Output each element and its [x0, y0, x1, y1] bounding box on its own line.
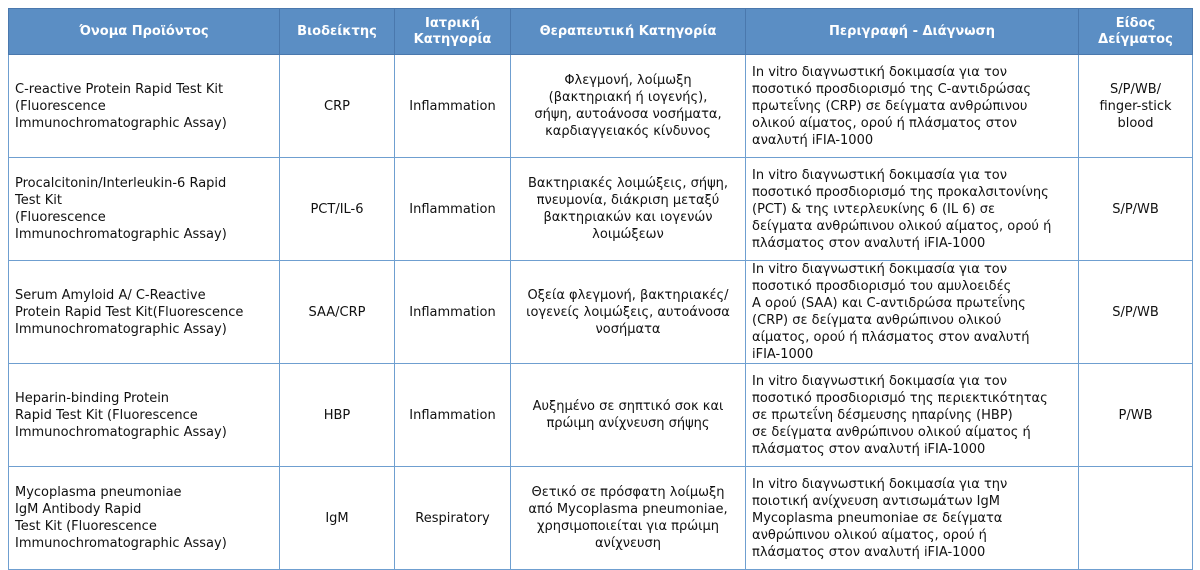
medical-category-cell: Inflammation: [395, 364, 511, 467]
medical-category-cell: Respiratory: [395, 467, 511, 570]
therapeutic-category-cell: Θετικό σε πρόσφατη λοίμωξη από Mycoplasma pneumoniae, χρησιμοποιείται για πρώιμη ανίχνευση: [511, 467, 746, 570]
therapeutic-category-cell: Αυξημένο σε σηπτικό σοκ και πρώιμη ανίχνευση σήψης: [511, 364, 746, 467]
product-name-cell: Procalcitonin/Interleukin-6 Rapid Test Kit (Fluorescence Immunochromatographic Assay): [9, 158, 280, 261]
product-name-cell: Mycoplasma pneumoniae IgM Antibody Rapid Test Kit (Fluorescence Immunochromatographic Assay): [9, 467, 280, 570]
description-cell: In vitro διαγνωστική δοκιμασία για την ποιοτική ανίχνευση αντισωμάτων IgM Mycoplasma pneumoniae σε δείγματα ανθρώπινου ολικού αίματος, ορού ή πλάσματος στον αναλυτή iFIA-1000: [746, 467, 1079, 570]
product-name-cell: C-reactive Protein Rapid Test Kit (Fluorescence Immunochromatographic Assay): [9, 55, 280, 158]
biomarker-cell: PCT/IL-6: [280, 158, 395, 261]
product-table-container: [8, 8, 1192, 570]
sample-type-cell: P/WB: [1079, 364, 1193, 467]
table-row: [9, 467, 1193, 570]
sample-type-cell: S/P/WB: [1079, 261, 1193, 364]
biomarker-cell: CRP: [280, 55, 395, 158]
header-product-name: Όνομα Προϊόντος: [9, 9, 280, 55]
product-table: [8, 8, 1193, 570]
header-sample-type: Είδος Δείγματος: [1079, 9, 1193, 55]
sample-type-cell: S/P/WB/ finger-stick blood: [1079, 55, 1193, 158]
description-cell: In vitro διαγνωστική δοκιμασία για τον ποσοτικό προσδιορισμό του αμυλοειδές A ορού (SAA) και C-αντιδρώσα πρωτεΐνης (CRP) σε δείγματα ανθρώπινου ολικού αίματος, ορού ή πλάσματος στον αναλυτή iFIA-1000: [746, 261, 1079, 364]
header-row: [9, 9, 1193, 55]
header-biomarker: Βιοδείκτης: [280, 9, 395, 55]
medical-category-cell: Inflammation: [395, 158, 511, 261]
header-therapeutic-category: Θεραπευτική Κατηγορία: [511, 9, 746, 55]
biomarker-cell: IgM: [280, 467, 395, 570]
biomarker-cell: HBP: [280, 364, 395, 467]
product-name-cell: Serum Amyloid A/ C-Reactive Protein Rapid Test Kit(Fluorescence Immunochromatographic Assay): [9, 261, 280, 364]
table-row: [9, 364, 1193, 467]
table-row: [9, 261, 1193, 364]
header-description: Περιγραφή - Διάγνωση: [746, 9, 1079, 55]
medical-category-cell: Inflammation: [395, 55, 511, 158]
biomarker-cell: SAA/CRP: [280, 261, 395, 364]
description-cell: In vitro διαγνωστική δοκιμασία για τον ποσοτικό προσδιορισμό της περιεκτικότητας σε πρωτεΐνη δέσμευσης ηπαρίνης (HBP) σε δείγματα ανθρώπινου ολικού αίματος ή πλάσματος στον αναλυτή iFIA-1000: [746, 364, 1079, 467]
header-medical-category: Ιατρική Κατηγορία: [395, 9, 511, 55]
table-row: [9, 55, 1193, 158]
sample-type-cell: [1079, 467, 1193, 570]
sample-type-cell: S/P/WB: [1079, 158, 1193, 261]
product-name-cell: Heparin-binding Protein Rapid Test Kit (Fluorescence Immunochromatographic Assay): [9, 364, 280, 467]
description-cell: In vitro διαγνωστική δοκιμασία για τον ποσοτικό προσδιορισμό της προκαλσιτονίνης (PCT) & της ιντερλευκίνης 6 (IL 6) σε δείγματα ανθρώπινου ολικού αίματος, ορού ή πλάσματος στον αναλυτή iFIA-1000: [746, 158, 1079, 261]
table-row: [9, 158, 1193, 261]
therapeutic-category-cell: Οξεία φλεγμονή, βακτηριακές/ ιογενείς λοιμώξεις, αυτοάνοσα νοσήματα: [511, 261, 746, 364]
medical-category-cell: Inflammation: [395, 261, 511, 364]
therapeutic-category-cell: Βακτηριακές λοιμώξεις, σήψη, πνευμονία, διάκριση μεταξύ βακτηριακών και ιογενών λοιμώξεων: [511, 158, 746, 261]
description-cell: In vitro διαγνωστική δοκιμασία για τον ποσοτικό προσδιορισμό της C-αντιδρώσας πρωτεΐνης (CRP) σε δείγματα ανθρώπινου ολικού αίματος, ορού ή πλάσματος στον αναλυτή iFIA-1000: [746, 55, 1079, 158]
therapeutic-category-cell: Φλεγμονή, λοίμωξη (βακτηριακή ή ιογενής), σήψη, αυτοάνοσα νοσήματα, καρδιαγγειακός κίνδυνος: [511, 55, 746, 158]
